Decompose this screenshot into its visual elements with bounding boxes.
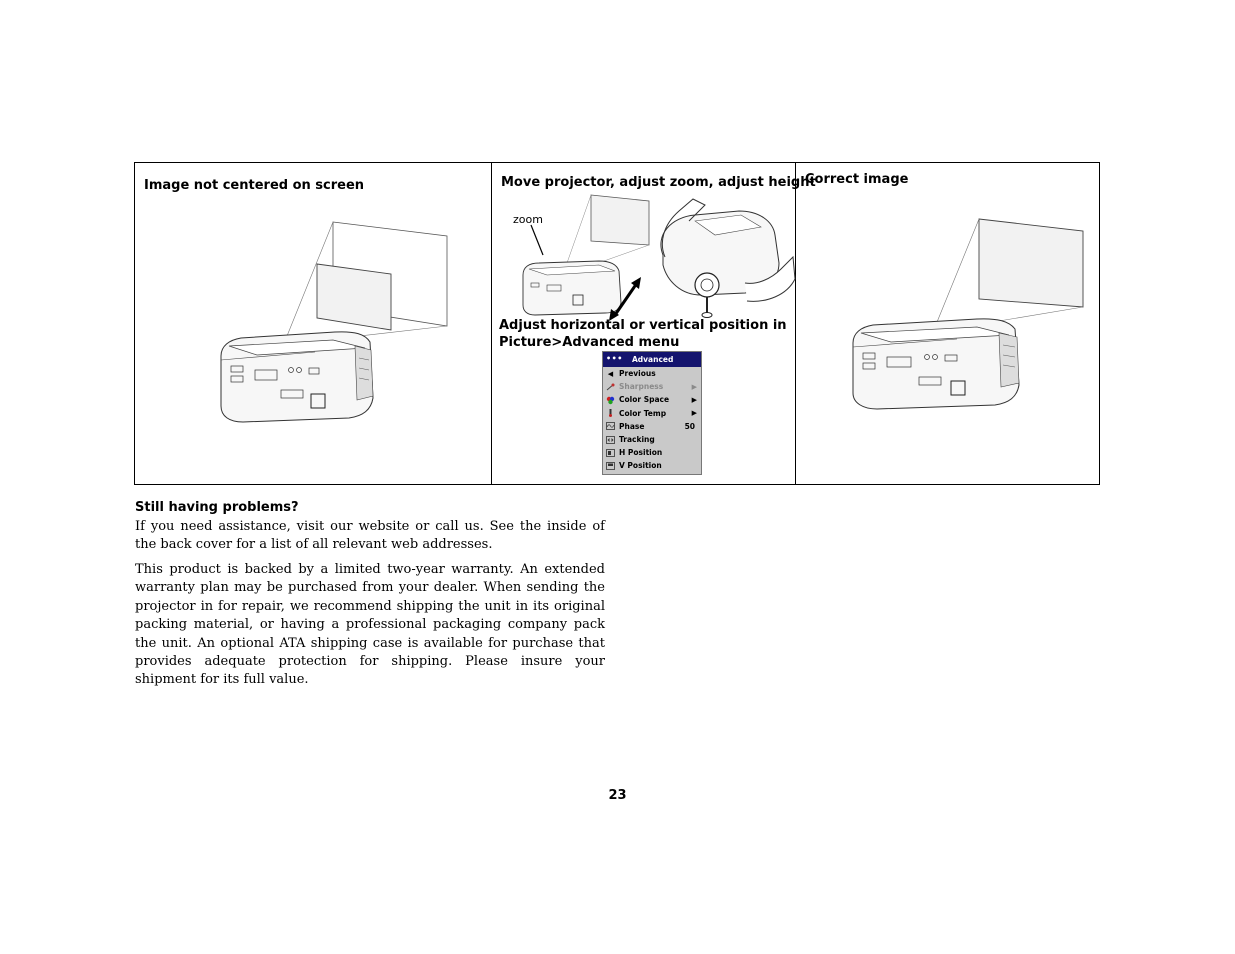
menu-item-sharpness[interactable] <box>603 380 701 393</box>
left-arrow-icon: ◀ <box>607 369 614 378</box>
color-space-icon <box>606 396 615 404</box>
sharpness-icon <box>606 383 615 391</box>
warranty-paragraph: This product is backed by a limited two-year warranty. An extended warranty plan may be purchased from your dealer. When sending the projector in for repair, we recommend shipping the unit in its original packing material, or having a professional packaging company pack the unit. An optional ATA shipping case is available for purchase that provides adequate protection for shipping. Please insure your shipment for its full value. <box>135 562 605 688</box>
h-position-icon <box>606 449 615 457</box>
menu-item-v-position[interactable] <box>603 459 701 472</box>
submenu-arrow-icon: ▶ <box>691 409 697 418</box>
advanced-menu <box>602 351 702 475</box>
troubleshooting-figure <box>134 162 1100 485</box>
correct-projection-illustration <box>847 215 1087 425</box>
menu-item-label: H Position <box>619 448 663 458</box>
menu-item-label: Color Temp <box>619 408 667 418</box>
menu-item-label: V Position <box>619 461 662 471</box>
menu-dots-icon: ••• <box>606 354 623 363</box>
menu-item-color-space[interactable] <box>603 393 701 406</box>
menu-item-tracking[interactable] <box>603 433 701 446</box>
menu-item-h-position[interactable] <box>603 446 701 459</box>
menu-item-label: Color Space <box>619 395 670 405</box>
menu-item-label: Phase <box>619 421 645 431</box>
col3-title: Correct image <box>805 172 909 187</box>
col1-title: Image not centered on screen <box>144 178 365 193</box>
menu-item-phase[interactable] <box>603 420 701 433</box>
column-divider <box>491 163 492 484</box>
advanced-menu-title-bar <box>603 352 701 367</box>
menu-item-previous[interactable] <box>603 367 701 380</box>
tracking-icon <box>606 436 615 444</box>
off-center-projection-illustration <box>215 218 455 428</box>
col2-subtitle-line2: Picture>Advanced menu <box>499 335 680 350</box>
submenu-arrow-icon: ▶ <box>691 382 697 391</box>
v-position-icon <box>606 462 615 470</box>
menu-item-label: Previous <box>619 369 656 379</box>
col2-title: Move projector, adjust zoom, adjust height <box>501 175 816 190</box>
submenu-arrow-icon: ▶ <box>691 395 697 404</box>
menu-item-color-temp[interactable] <box>603 407 701 420</box>
color-temp-icon <box>606 409 615 417</box>
menu-item-label: Sharpness <box>619 382 664 392</box>
page-number: 23 <box>608 788 627 803</box>
col2-subtitle-line1: Adjust horizontal or vertical position in <box>499 318 787 333</box>
section-heading: Still having problems? <box>135 500 299 515</box>
assistance-paragraph: If you need assistance, visit our website or call us. See the inside of the back cover for a list of all relevant web addresses. <box>135 519 605 553</box>
column-divider <box>795 163 796 484</box>
phase-value: 50 <box>684 421 695 431</box>
zoom-label: zoom <box>513 213 543 226</box>
adjust-projector-illustration <box>495 191 795 321</box>
phase-icon <box>606 422 615 430</box>
advanced-menu-title: Advanced <box>632 355 674 364</box>
menu-item-label: Tracking <box>619 435 655 445</box>
